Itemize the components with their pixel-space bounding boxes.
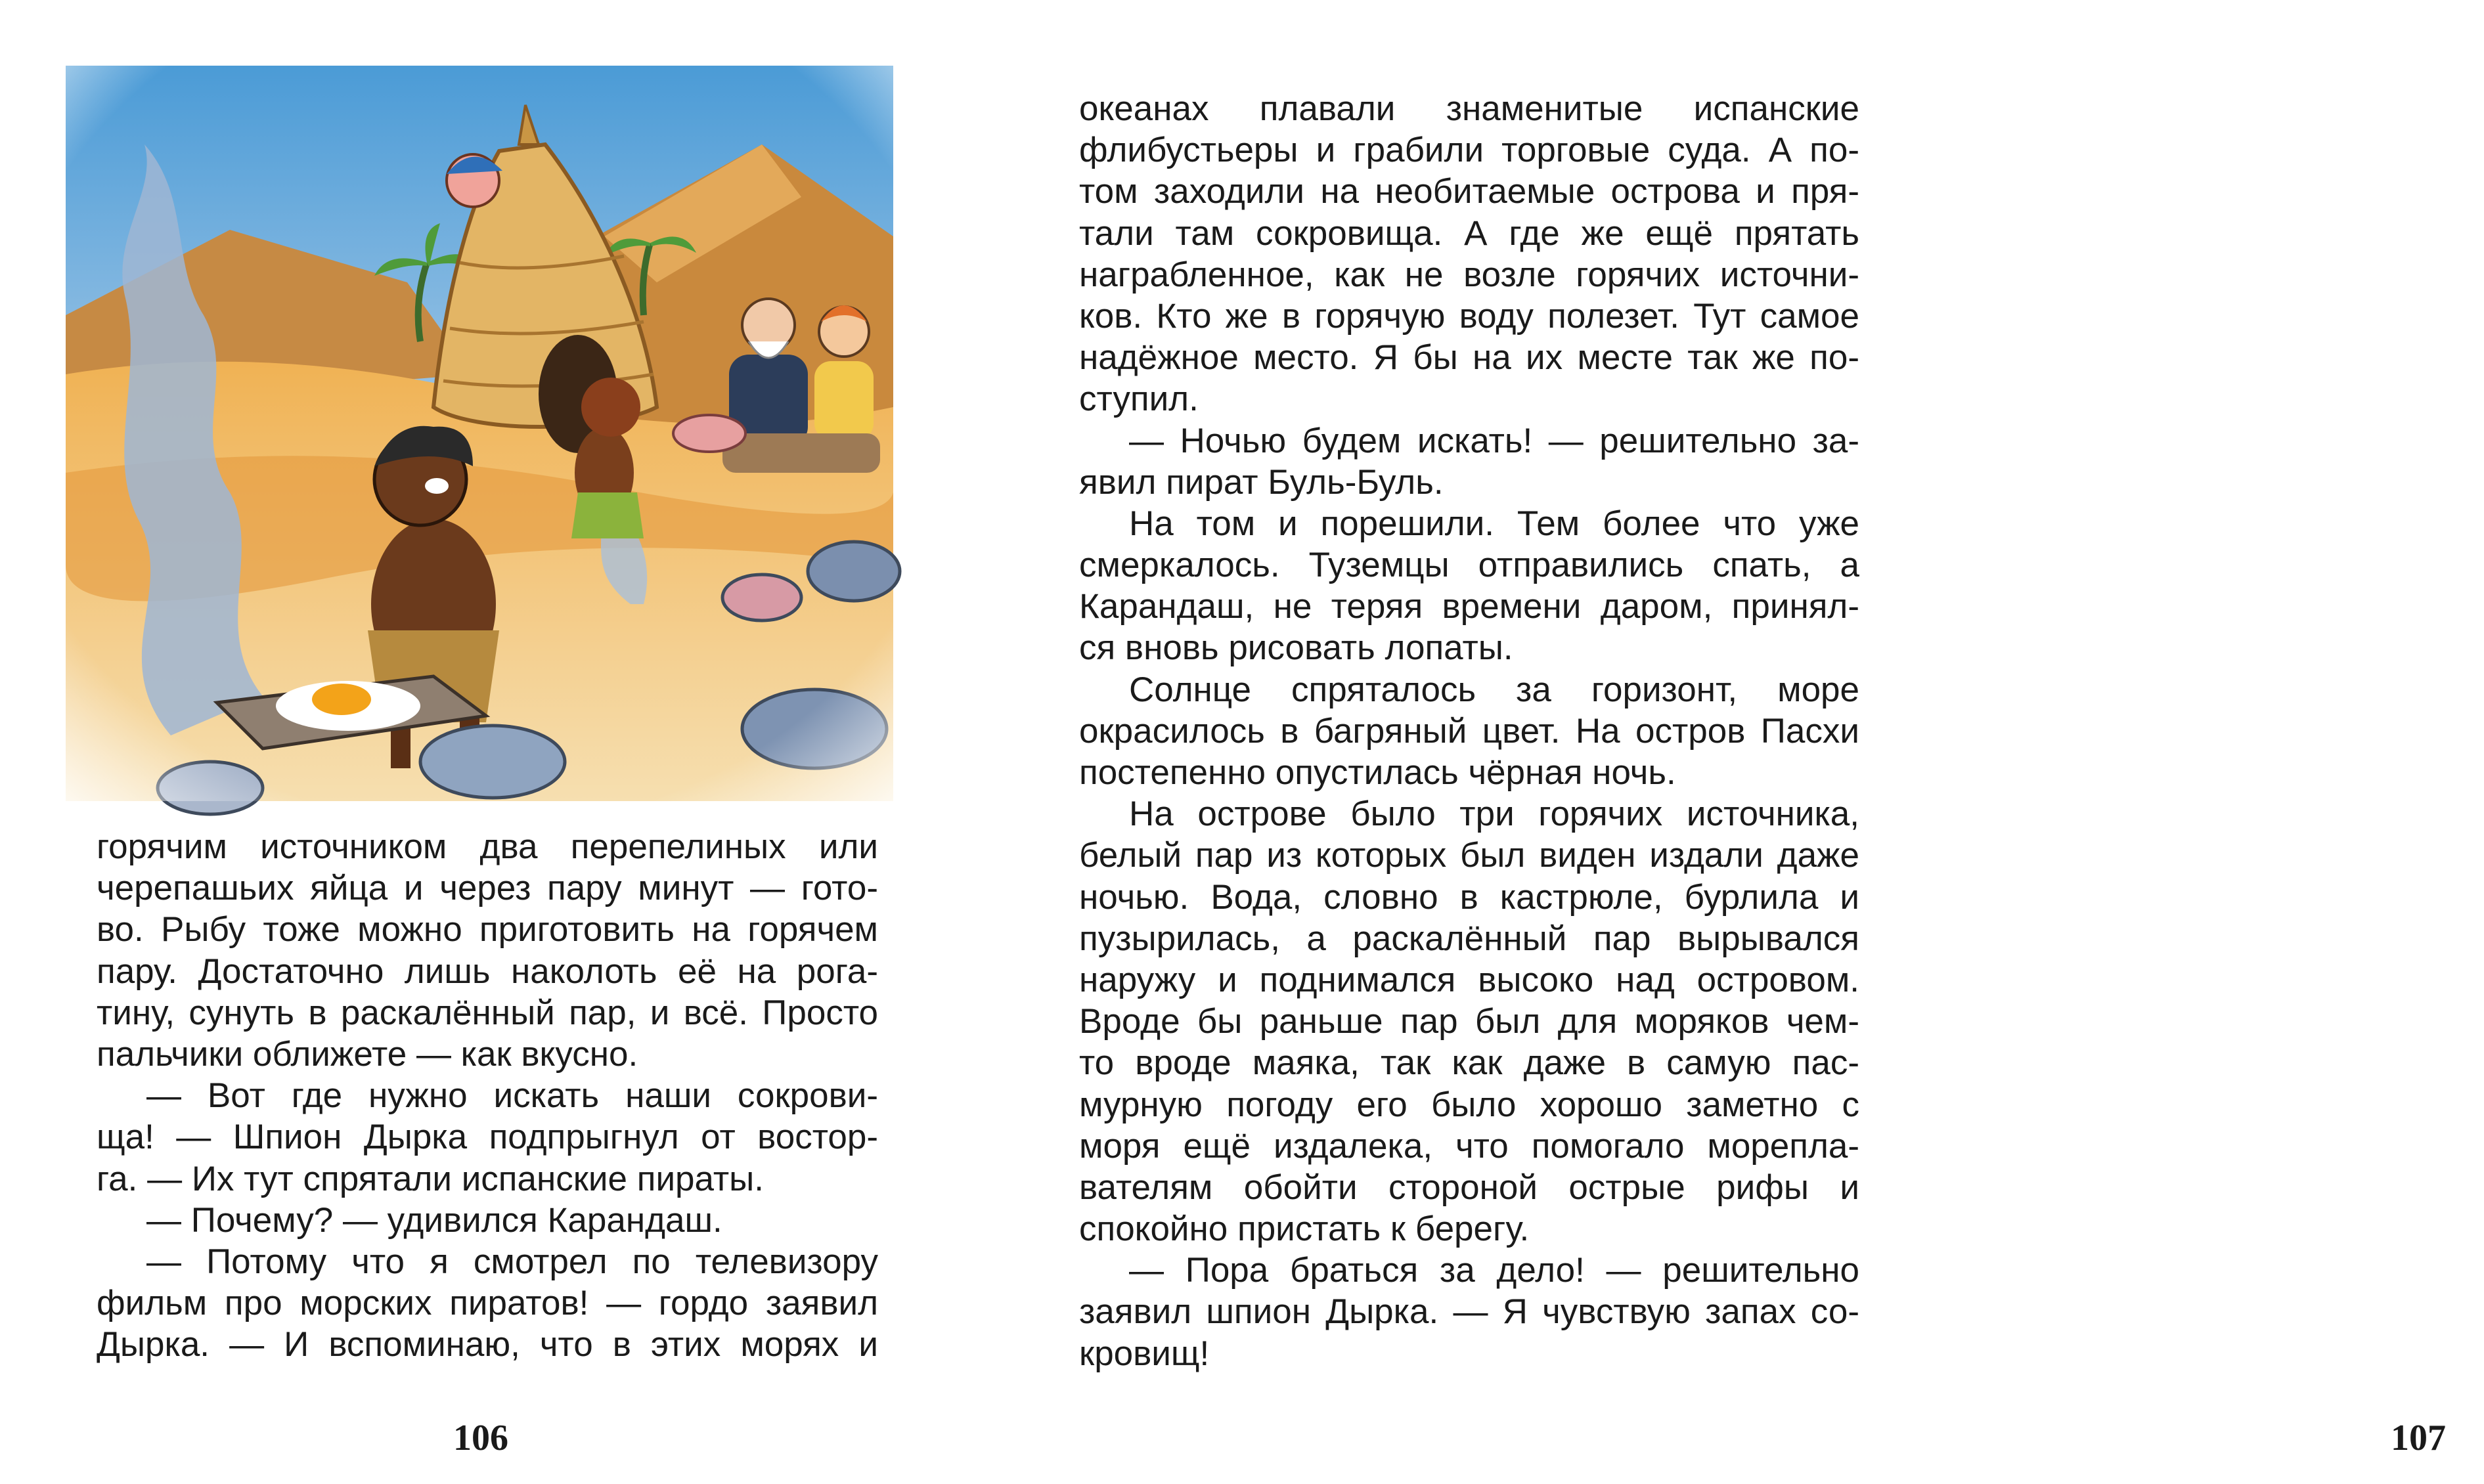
text-line: пузырилась, а раскалённый пар вырывался [1079, 919, 1859, 958]
right-page [949, 0, 2446, 1484]
text-line: заявил шпион Дырка. — Я чувствую запах со- [1079, 1292, 1859, 1332]
text-line: тали там сокровища. А где же ещё прятать [1079, 213, 1859, 253]
left-page-text [97, 826, 878, 1365]
text-line: черепашьих яйца и через пару минут — гото- [97, 869, 878, 908]
text-line: океанах плавали знаменитые испанские [1079, 89, 1859, 128]
text-line: — Ночью будем искать! — решительно за- [1129, 421, 1859, 460]
text-line: кровищ! [1079, 1334, 1210, 1373]
text-line: флибустьеры и грабили торговые суда. А по- [1079, 131, 1859, 170]
text-line: Дырка. — И вспоминаю, что в этих морях и [97, 1325, 878, 1364]
text-line: наружу и поднимался высоко над островом. [1079, 960, 1859, 999]
text-line: постепенно опустилась чёрная ночь. [1079, 753, 1676, 792]
text-line: ступил. [1079, 380, 1199, 419]
text-line: Вроде бы раньше пар был для моряков чем- [1079, 1002, 1859, 1041]
text-line: награбленное, как не возле горячих источни- [1079, 255, 1859, 294]
page-number: 106 [453, 1418, 508, 1458]
text-line: спокойно пристать к берегу. [1079, 1210, 1530, 1249]
text-line: горячим источником два перепелиных или [97, 827, 878, 866]
text-line: окрасилось в багряный цвет. На остров Пасхи [1079, 711, 1859, 751]
text-line: Солнце спряталось за горизонт, море [1129, 670, 1859, 709]
text-line: ща! — Шпион Дырка подпрыгнул от востор- [97, 1118, 878, 1157]
text-line: белый пар из которых был виден издали даже [1079, 836, 1859, 875]
left-page [0, 0, 949, 1484]
text-line: вателям обойти стороной острые рифы и [1079, 1168, 1859, 1207]
text-line: Карандаш, не теряя времени даром, принял- [1079, 587, 1859, 626]
page-number: 107 [2391, 1418, 2446, 1458]
text-line: то вроде маяка, так как даже в самую пас- [1079, 1043, 1859, 1083]
text-line: мурную погоду его было хорошо заметно с [1079, 1085, 1859, 1124]
text-line: ков. Кто же в горячую воду полезет. Тут самое [1079, 296, 1859, 336]
text-line: тину, сунуть в раскалённый пар, и всё. Просто [97, 993, 878, 1032]
text-line: — Вот где нужно искать наши сокрови- [146, 1076, 878, 1116]
text-line: ночью. Вода, словно в кастрюле, бурлила и [1079, 877, 1859, 917]
text-line: — Почему? — удивился Карандаш. [146, 1200, 722, 1240]
text-line: смеркалось. Туземцы отправились спать, а [1079, 546, 1859, 585]
text-line: надёжное место. Я бы на их месте так же по- [1079, 338, 1859, 378]
text-line: пальчики оближете — как вкусно. [97, 1034, 638, 1074]
text-line: фильм про морских пиратов! — гордо заявил [97, 1284, 878, 1323]
text-line: во. Рыбу тоже можно приготовить на горячем [97, 910, 878, 949]
text-line: пару. Достаточно лишь наколоть её на рога- [97, 951, 878, 991]
book-illustration [66, 66, 893, 801]
text-line: На острове было три горячих источника, [1129, 795, 1859, 834]
text-line: том заходили на необитаемые острова и пря- [1079, 172, 1859, 211]
right-page-text [1079, 88, 1859, 1374]
text-line: га. — Их тут спрятали испанские пираты. [97, 1159, 764, 1198]
cartoon-island-scene-icon [66, 66, 893, 801]
text-line: моря ещё издалека, что помогало морепла- [1079, 1126, 1859, 1166]
text-line: — Пора браться за дело! — решительно [1129, 1251, 1859, 1290]
text-line: — Потому что я смотрел по телевизору [146, 1242, 878, 1281]
text-line: На том и порешили. Тем более что уже [1129, 504, 1859, 543]
text-line: ся вновь рисовать лопаты. [1079, 628, 1513, 668]
text-line: явил пират Буль-Буль. [1079, 462, 1444, 502]
